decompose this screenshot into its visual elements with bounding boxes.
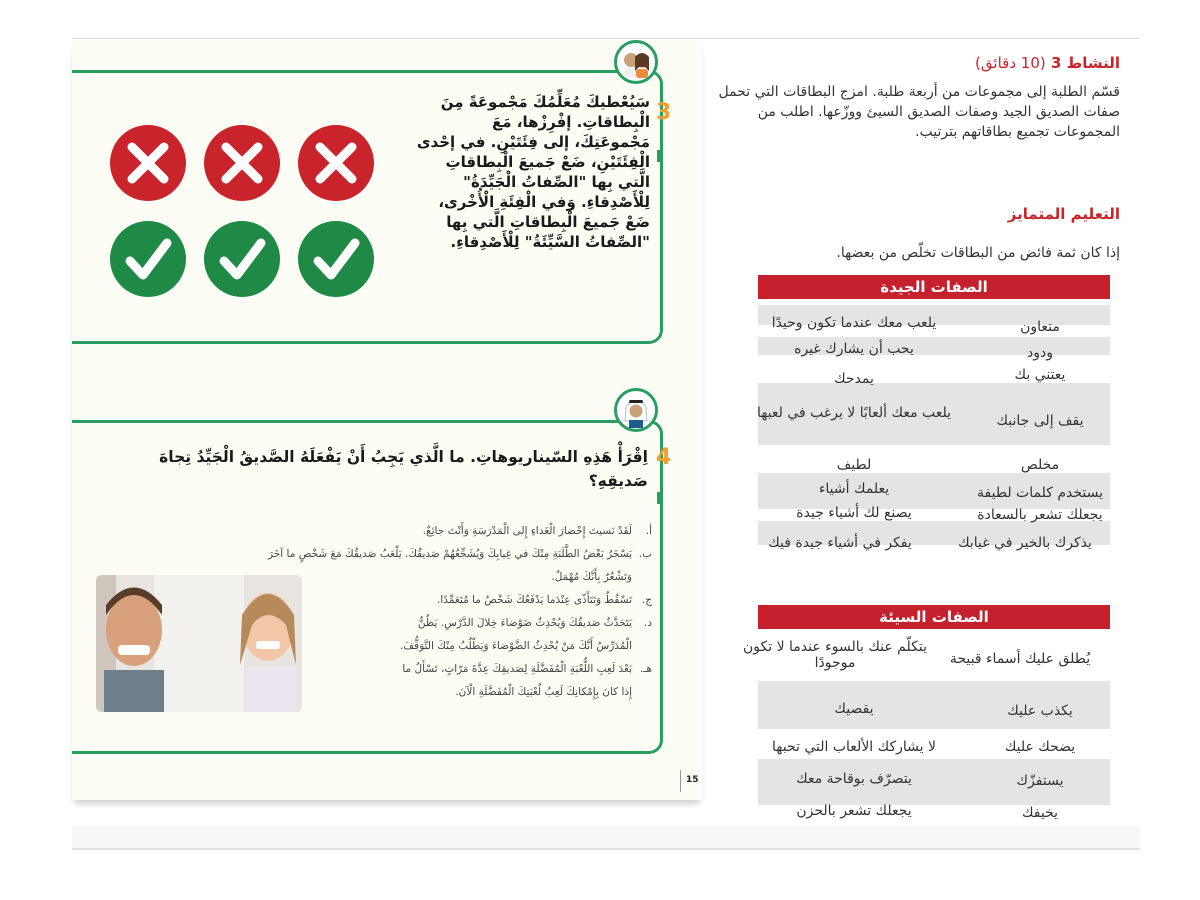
table-cell: يتصرّف بوقاحة معك [796, 771, 912, 787]
scenario-item [112, 543, 652, 566]
scenario-text: تَسْقُطُ وَتَتَأَذّى عِنْدَما يَدْفَعُكَ شَخْصٌ ما مُتَعَمِّدًا. [437, 594, 632, 606]
table-cell: يتكلّم عنك بالسوء عندما لا تكون موجودًا [743, 639, 927, 671]
top-rule [72, 38, 1140, 39]
activity-title [690, 54, 1120, 72]
table-cell: يجعلك تشعر بالسعادة [977, 507, 1103, 523]
scenario-text: وَتَشْعُرُ بِأَنَّكَ مُهْمَلٌ. [551, 571, 632, 583]
teacher-avatar-icon [614, 388, 658, 432]
table-cell: يكذب عليك [1007, 703, 1073, 719]
scenario-label: ب. [638, 548, 652, 560]
scenario-text: يَتَحَدَّثُ صَديقُكَ وَيُحْدِثُ ضَوْضاءَ خِلالَ الدَّرْسِ. يَظُنُّ [417, 617, 632, 629]
scenario-label: أ. [645, 525, 652, 537]
table-cell: يلعب معك ألعابًا لا يرغب في لعبها [756, 405, 952, 421]
x-mark-icon [298, 125, 374, 201]
table-cell: يُطلق عليك أسماء قبيحة [949, 651, 1091, 667]
scenario-text: إِذا كانَ بِإِمْكانِكَ لَعِبُ لُعْبَتِكَ الْمُفَضَّلَةِ الْآنَ. [455, 686, 632, 698]
sorting-icons [108, 125, 378, 325]
table-cell: يحب أن يشارك غيره [794, 341, 914, 357]
student-book-page [72, 40, 702, 800]
table-cell: يلعب معك عندما تكون وحيدًا [771, 315, 937, 331]
table-cell: لا يشاركك الألعاب التي تحبها [772, 739, 936, 755]
table-cell: يخيفك [1021, 805, 1059, 821]
check-mark-icon [110, 221, 186, 297]
activity-duration: (10 دقائق) [975, 54, 1046, 72]
scenario-text: بَعْدَ لَعِبِ اللُّعْبَةِ الْمُفَضَّلَةِ لِصَديقِكَ عِدَّةَ مَرّاتٍ، تَسْأَلُ ما [402, 663, 632, 675]
table-cell: يجعلك تشعر بالحزن [796, 803, 912, 819]
scenario-label [638, 681, 652, 704]
table-cell: يستفزّك [1016, 773, 1064, 789]
table-cell: يعلمك أشياء [818, 481, 890, 497]
frame-tick [657, 492, 660, 504]
scenario-text: الْمُدَرِّسُ أَنَّكَ مَنْ يُحْدِثُ الضَّوْضاءَ وَيَطْلُبُ مِنْكَ التَّوَقُّفَ. [399, 640, 632, 652]
scenario-item [112, 520, 652, 543]
table-cell: يفكر في أشياء جيدة فيك [768, 535, 912, 551]
x-mark-icon [110, 125, 186, 201]
table-cell: لطيف [836, 457, 872, 473]
scenario-label [638, 566, 652, 589]
scenario-label [638, 635, 652, 658]
scenario-text: لَقَدْ نَسيتَ إِحْضارَ الْغَداءِ إِلى الْمَدْرَسَةِ وَأَنْتَ جائِعٌ. [422, 525, 632, 537]
table-cell: مخلص [1020, 457, 1060, 473]
table-cell: يصنع لك أشياء جيدة [796, 505, 912, 521]
students-avatar-icon [614, 40, 658, 84]
bad-qualities-table [692, 605, 1110, 830]
question-4-text: اِقْرَأْ هَذِهِ السّيناريوهاتِ. ما الَّذي يَجِبُ أَنْ يَفْعَلَهُ الصَّديقُ الْجَيِّدُ تِجاهَ صَديقِهِ؟ [159, 448, 648, 490]
good-qualities-table [692, 275, 1110, 575]
activity-title-text: النشاط 3 [1050, 54, 1120, 72]
scenario-text: يَسْخَرُ بَعْضُ الطَّلَبَةِ مِنْكَ في غِيابِكَ وَيُشَجِّعُهُمْ صَديقُكَ. يَلْعَبُ صَديقُكَ مَعَ شَخْصٍ ما آخَرَ [268, 548, 632, 560]
differentiation-body: إذا كان ثمة فائض من البطاقات تخلّص من بعضها. [836, 245, 1120, 261]
scenario-label: ج. [641, 594, 652, 606]
bad-qualities-header: الصفات السيئة [758, 605, 1110, 629]
page-number-divider [680, 770, 681, 792]
scenario-label: د. [643, 617, 652, 629]
table-cell: يمدحك [834, 371, 874, 387]
bottom-rule [72, 848, 1140, 850]
children-photo [96, 575, 302, 712]
question-3-number: 3 [656, 100, 672, 125]
differentiation-title: التعليم المتمايز [1007, 205, 1120, 223]
table-cell: يستخدم كلمات لطيفة [977, 485, 1103, 501]
table-cell: يقف إلى جانبك [996, 413, 1084, 429]
frame-tick [657, 150, 660, 162]
table-cell: متعاون [1020, 319, 1060, 335]
table-cell: يضحك عليك [1004, 739, 1076, 755]
x-mark-icon [204, 125, 280, 201]
table-cell: ودود [1027, 345, 1053, 361]
scenario-label: هـ. [640, 663, 652, 675]
check-mark-icon [298, 221, 374, 297]
question-4-number: 4 [656, 445, 672, 470]
bottom-strip [72, 826, 1140, 848]
table-cell: يذكرك بالخير في غيابك [958, 535, 1092, 551]
good-qualities-header: الصفات الجيدة [758, 275, 1110, 299]
check-mark-icon [204, 221, 280, 297]
table-cell: يعتني بك [1014, 367, 1066, 383]
question-3-text: سَيُعْطيكَ مُعَلِّمُكَ مَجْموعَةً مِنَ الْبِطاقاتِ. إفْرِزْها، مَعَ مَجْموعَتِكَ، إلى فِئَتَيْنِ. في إحْدى الْفِئَتَيْنِ، ضَعْ جَميعَ الْبِطاقاتِ الَّتي بِها "الصِّفاتُ الْجَيِّدَةُ" لِلْأَصْدِقاءِ. وَفي الْفِئَةِ الْأُخْرى، ضَعْ جَميعَ الْبِطاقاتِ الَّتي بِها "الصِّفاتُ السَّيِّئَةُ" لِلْأَصْدِقاءِ. [416, 93, 650, 251]
page-number: 15 [686, 775, 699, 785]
activity-body: قسّم الطلبة إلى مجموعات من أربعة طلبة. امزج البطاقات التي تحمل صفات الصديق الجيد وصفات الصديق السيئ ووزّعها. اطلب من المجموعات تجميع بطاقاتهم بترتيب. [718, 84, 1120, 140]
table-cell: يقصيك [834, 701, 874, 717]
